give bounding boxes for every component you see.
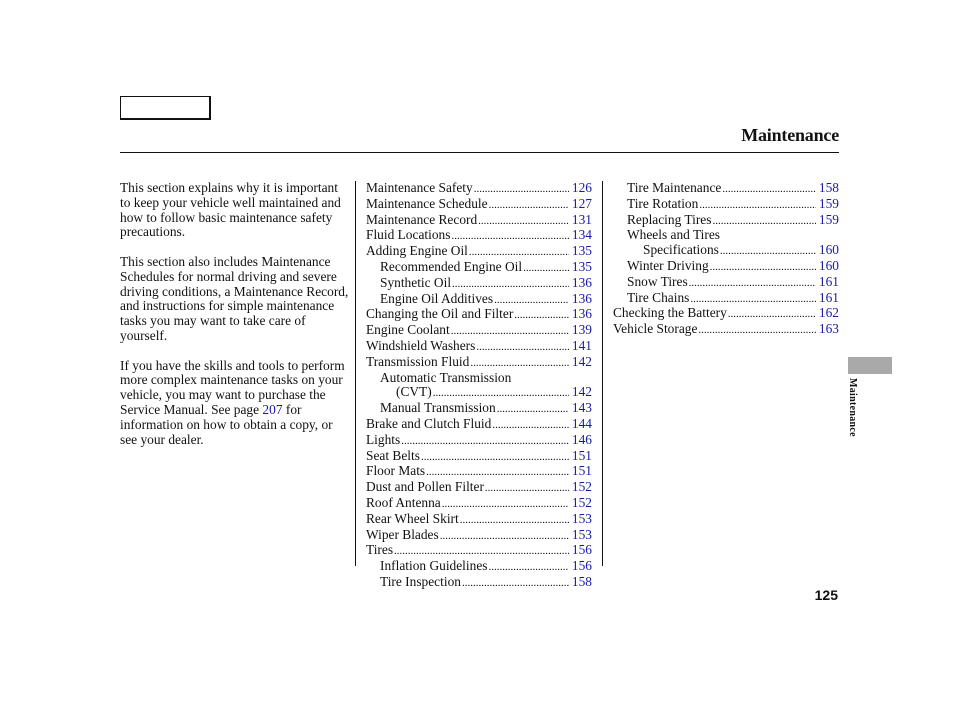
dot-leader: [720, 243, 816, 259]
dot-leader: [497, 401, 569, 417]
contents-entry-page-link[interactable]: 158: [818, 180, 839, 195]
intro-p3-text: If you have the skills and tools to perform more complex maintenance tasks on your vehicle, you may want to purchase the Service Manual. See page: [120, 357, 345, 417]
intro-p3-text-end: for information on how to obtain a copy, or see your dealer.: [120, 401, 333, 447]
contents-entry[interactable]: [366, 575, 592, 591]
contents-entry-label: Tire Maintenance: [627, 180, 722, 195]
contents-entry-page-link[interactable]: 161: [818, 273, 839, 289]
page-title: Maintenance: [741, 125, 839, 145]
contents-entry[interactable]: [613, 306, 839, 322]
contents-entry-page-link[interactable]: 136: [571, 306, 592, 322]
contents-entry-label: Manual Transmission: [380, 400, 496, 416]
contents-entry-page-link[interactable]: 162: [818, 305, 839, 321]
contents-entry-label: Specifications: [643, 242, 719, 258]
main-menu-button[interactable]: [120, 96, 211, 120]
dot-leader: [474, 181, 569, 197]
contents-entry[interactable]: [366, 339, 592, 355]
contents-entry[interactable]: [613, 197, 839, 213]
column-divider-right: [602, 181, 603, 566]
contents-entry[interactable]: [613, 259, 839, 275]
intro-paragraph-3: [120, 359, 350, 448]
contents-entry[interactable]: [366, 260, 592, 276]
contents-entry[interactable]: [613, 181, 839, 197]
dot-leader: [514, 307, 569, 323]
dot-leader: [421, 449, 569, 465]
contents-entry-label: Synthetic Oil: [380, 274, 452, 290]
dot-leader: [440, 528, 569, 544]
contents-entry-label: Recommended Engine Oil: [380, 258, 523, 274]
contents-entry[interactable]: [613, 275, 839, 291]
contents-entry-label: Winter Driving: [627, 257, 709, 273]
dot-leader: [462, 575, 569, 591]
contents-entry-page-link[interactable]: 158: [571, 573, 592, 589]
contents-entry-label: Inflation Guidelines: [380, 558, 488, 574]
contents-entry[interactable]: [366, 433, 592, 449]
contents-entry-page-link[interactable]: 136: [571, 274, 592, 290]
contents-entry-label: Checking the Battery: [613, 305, 727, 321]
contents-entry[interactable]: [366, 197, 592, 213]
contents-entry[interactable]: [613, 291, 839, 307]
dot-leader: [451, 228, 568, 244]
contents-entry: [613, 228, 839, 243]
contents-entry-label: Engine Coolant: [366, 322, 450, 338]
contents-entry[interactable]: [366, 292, 592, 308]
dot-leader: [690, 291, 816, 307]
dot-leader: [433, 385, 569, 401]
contents-entry-label: Rear Wheel Skirt: [366, 510, 459, 526]
contents-entry[interactable]: [366, 543, 592, 559]
dot-leader: [488, 559, 568, 575]
contents-entry[interactable]: [366, 480, 592, 496]
dot-leader: [469, 244, 569, 260]
contents-entry[interactable]: [366, 323, 592, 339]
contents-entry-page-link[interactable]: 141: [571, 337, 592, 353]
contents-entry[interactable]: [366, 213, 592, 229]
page-number: 125: [814, 587, 838, 603]
contents-entry-page-link[interactable]: 126: [571, 180, 592, 195]
contents-entry-page-link[interactable]: 161: [818, 289, 839, 305]
contents-entry-label: Snow Tires: [627, 273, 688, 289]
contents-entry[interactable]: [366, 385, 592, 401]
section-tab[interactable]: [848, 357, 892, 374]
intro-paragraph-1: This section explains why it is important to keep your vehicle well maintained and how to follow basic maintenance safety precautions.: [120, 180, 341, 240]
contents-entry[interactable]: [366, 559, 592, 575]
dot-leader: [494, 292, 569, 308]
contents-entry-page-link[interactable]: 134: [571, 227, 592, 243]
dot-leader: [460, 512, 569, 528]
contents-entry-page-link[interactable]: 153: [571, 510, 592, 526]
header-rule: [120, 152, 839, 153]
contents-entry-page-link[interactable]: 156: [571, 558, 592, 574]
contents-entry-label: Transmission Fluid: [366, 353, 470, 369]
contents-entry-page-link[interactable]: 163: [818, 321, 839, 337]
contents-entry-label: Maintenance Record: [366, 211, 478, 227]
contents-entry-page-link[interactable]: 139: [571, 322, 592, 338]
contents-entry-label: Adding Engine Oil: [366, 243, 468, 259]
contents-entry[interactable]: [366, 181, 592, 197]
contents-entry-label: Vehicle Storage: [613, 321, 698, 337]
contents-entry-page-link[interactable]: 136: [571, 290, 592, 306]
dot-leader: [710, 259, 816, 275]
contents-entry[interactable]: [366, 307, 592, 323]
contents-entry-page-link[interactable]: 142: [571, 353, 592, 369]
contents-list-column-1: [366, 181, 592, 591]
contents-entry-label: Seat Belts: [366, 447, 420, 463]
dot-leader: [476, 339, 569, 355]
dot-leader: [452, 276, 569, 292]
contents-entry-page-link[interactable]: 151: [571, 463, 592, 479]
contents-entry-page-link[interactable]: 135: [571, 243, 592, 259]
contents-entry-page-link[interactable]: 159: [818, 195, 839, 211]
contents-entry[interactable]: [366, 464, 592, 480]
dot-leader: [470, 355, 569, 371]
contents-entry[interactable]: [366, 512, 592, 528]
dot-leader: [722, 181, 816, 197]
contents-entry-label: Wiper Blades: [366, 526, 439, 542]
contents-entry-label: Fluid Locations: [366, 227, 451, 243]
contents-entry[interactable]: [366, 244, 592, 260]
contents-entry-label: Tires: [366, 542, 394, 558]
contents-entry-page-link[interactable]: 159: [818, 211, 839, 227]
contents-entry[interactable]: [366, 449, 592, 465]
contents-entry-page-link[interactable]: 127: [571, 195, 592, 211]
dot-leader: [728, 306, 816, 322]
dot-leader: [689, 275, 816, 291]
contents-entry-label: Changing the Oil and Filter: [366, 306, 514, 322]
contents-entry[interactable]: [366, 401, 592, 417]
contents-entry-page-link[interactable]: 143: [571, 400, 592, 416]
contents-entry-page-link[interactable]: 153: [571, 526, 592, 542]
contents-entry-label: Tire Inspection: [380, 573, 461, 589]
section-tab-label: Maintenance: [847, 378, 858, 437]
contents-entry-label: Maintenance Schedule: [366, 195, 488, 211]
column-divider-left: [355, 181, 356, 566]
contents-entry[interactable]: [366, 528, 592, 544]
contents-entry-label: Maintenance Safety: [366, 180, 473, 195]
contents-entry[interactable]: [613, 322, 839, 338]
contents-entry-label: Lights: [366, 431, 401, 447]
contents-entry-label: (CVT): [396, 384, 432, 400]
dot-leader: [699, 197, 816, 213]
contents-entry[interactable]: [366, 355, 592, 371]
dot-leader: [523, 260, 569, 276]
contents-entry-label: Automatic Transmission: [380, 369, 512, 385]
contents-entry-label: Wheels and Tires: [627, 227, 720, 243]
contents-entry-label: Roof Antenna: [366, 494, 441, 510]
contents-entry-page-link[interactable]: 151: [571, 447, 592, 463]
contents-entry-page-link[interactable]: 156: [571, 542, 592, 558]
contents-entry-label: Brake and Clutch Fluid: [366, 415, 492, 431]
contents-entry-page-link[interactable]: 144: [571, 415, 592, 431]
contents-entry-label: Dust and Pollen Filter: [366, 479, 484, 495]
contents-entry-label: Tire Rotation: [627, 195, 699, 211]
contents-entry-page-link[interactable]: 131: [571, 211, 592, 227]
contents-entry-label: Floor Mats: [366, 463, 426, 479]
dot-leader: [712, 213, 815, 229]
dot-leader: [489, 197, 569, 213]
contents-entry-label: Tire Chains: [627, 289, 690, 305]
contents-entry-page-link[interactable]: 135: [571, 258, 592, 274]
dot-leader: [451, 323, 569, 339]
contents-entry[interactable]: [366, 228, 592, 244]
contents-entry[interactable]: [613, 243, 839, 259]
contents-entry-page-link[interactable]: 142: [571, 384, 592, 400]
intro-paragraph-2: This section also includes Maintenance Schedules for normal driving and severe driving conditions, a Maintenance Record, and instructions for simple maintenance tasks you may want to take care of yourself.: [120, 253, 349, 343]
dot-leader: [478, 213, 569, 229]
dot-leader: [426, 464, 569, 480]
dot-leader: [492, 417, 569, 433]
dot-leader: [394, 543, 569, 559]
dot-leader: [401, 433, 569, 449]
contents-entry-page-link[interactable]: 160: [818, 242, 839, 258]
contents-entry-label: Windshield Washers: [366, 337, 476, 353]
intro-text: [120, 181, 350, 462]
contents-entry-label: Engine Oil Additives: [380, 290, 494, 306]
contents-list-column-2: [613, 181, 839, 338]
contents-entry[interactable]: [366, 276, 592, 292]
dot-leader: [442, 496, 569, 512]
contents-entry-label: Replacing Tires: [627, 211, 712, 227]
contents-entry[interactable]: [366, 417, 592, 433]
contents-entry-page-link[interactable]: 160: [818, 257, 839, 273]
contents-entry-page-link[interactable]: 152: [571, 494, 592, 510]
dot-leader: [698, 322, 816, 338]
contents-entry[interactable]: [613, 213, 839, 229]
dot-leader: [485, 480, 569, 496]
contents-entry-page-link[interactable]: 152: [571, 479, 592, 495]
contents-entry: [366, 371, 592, 386]
contents-entry-page-link[interactable]: 146: [571, 431, 592, 447]
contents-entry[interactable]: [366, 496, 592, 512]
service-manual-page-link[interactable]: 207: [262, 401, 283, 417]
